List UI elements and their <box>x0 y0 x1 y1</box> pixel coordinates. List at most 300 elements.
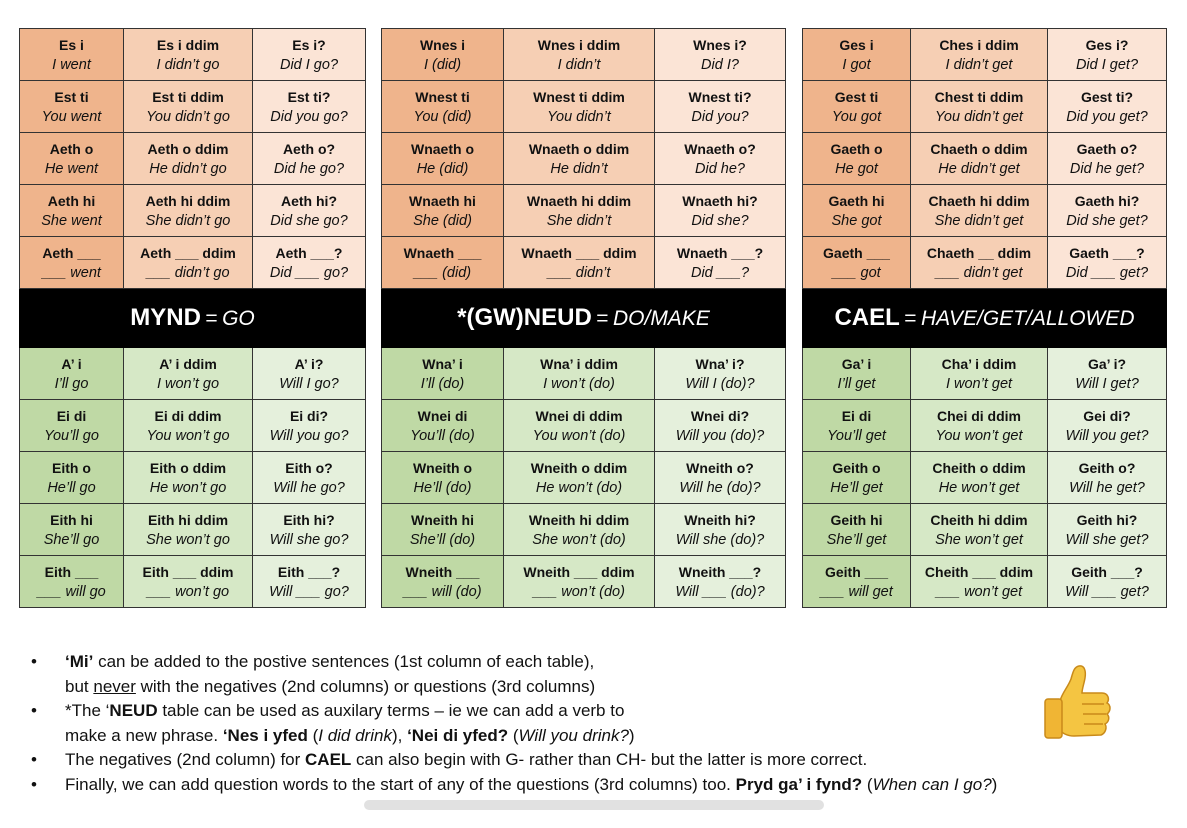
future-negative-named-cell <box>504 556 655 608</box>
note-bold-text: ‘Mi’ <box>65 652 94 671</box>
english-translation: You got <box>831 108 882 125</box>
welsh-form: Aeth hi? <box>281 192 337 209</box>
past-question-3rd-masc-cell <box>655 133 786 185</box>
table-row <box>803 504 1167 556</box>
note-text: can also begin with G- rather than CH- but the latter is more correct. <box>351 750 868 769</box>
table-row <box>803 452 1167 504</box>
english-translation: I (did) <box>423 56 462 73</box>
table-row <box>20 237 366 289</box>
english-translation: ___ will get <box>820 583 893 600</box>
welsh-form: Aeth hi <box>47 192 96 209</box>
future-positive-3rd-masc-cell <box>803 452 911 504</box>
english-translation: You won’t (do) <box>532 427 626 444</box>
welsh-form: Wneith hi ddim <box>528 511 630 528</box>
welsh-form: Gaeth o? <box>1076 140 1138 157</box>
welsh-form: Wneith ___ <box>405 563 480 580</box>
note-questions <box>30 773 1150 798</box>
welsh-form: Gei di? <box>1083 407 1131 424</box>
note-mi <box>30 650 1150 699</box>
verb-name: MYND <box>130 304 201 331</box>
welsh-form: Geith ___ <box>824 563 889 580</box>
english-translation: Will I get? <box>1075 375 1139 392</box>
future-question-1st-singular-cell <box>1048 348 1167 400</box>
english-translation: ___ (did) <box>413 264 472 281</box>
past-question-named-cell <box>655 237 786 289</box>
welsh-form: Aeth hi ddim <box>145 192 231 209</box>
table-row <box>382 504 786 556</box>
future-negative-3rd-fem-cell <box>124 504 253 556</box>
note-neud <box>30 699 1150 748</box>
english-translation: I won’t get <box>945 375 1013 392</box>
past-negative-1st-singular-cell <box>504 29 655 81</box>
notes-list <box>30 650 1150 797</box>
english-translation: Did you get? <box>1066 108 1148 125</box>
table-row <box>803 81 1167 133</box>
future-positive-3rd-masc-cell <box>382 452 504 504</box>
english-translation: She didn’t get <box>934 212 1024 229</box>
welsh-form: Wneith hi <box>411 511 474 528</box>
future-positive-named-cell <box>382 556 504 608</box>
english-translation: Did ___ get? <box>1065 264 1149 281</box>
past-negative-3rd-masc-cell <box>504 133 655 185</box>
welsh-form: Wnaeth ___? <box>676 244 764 261</box>
english-translation: ___ will (do) <box>403 583 482 600</box>
welsh-form: Aeth o ddim <box>147 140 229 157</box>
future-question-3rd-fem-cell <box>1048 504 1167 556</box>
welsh-form: Gaeth ___? <box>1069 244 1145 261</box>
future-negative-2nd-singular-cell <box>911 400 1048 452</box>
welsh-form: Aeth o? <box>282 140 336 157</box>
future-positive-1st-singular-cell <box>803 348 911 400</box>
welsh-form: Wnaeth hi? <box>682 192 758 209</box>
horizontal-scrollbar[interactable] <box>364 800 824 810</box>
table-row <box>382 185 786 237</box>
welsh-form: Eith hi <box>50 511 93 528</box>
past-question-3rd-fem-cell <box>253 185 366 237</box>
future-question-2nd-singular-cell <box>253 400 366 452</box>
table-row <box>20 29 366 81</box>
verb-translation: GO <box>222 307 255 330</box>
note-italic-text: When can I go? <box>872 774 992 794</box>
welsh-form: Est ti ddim <box>152 88 224 105</box>
english-translation: You didn’t <box>547 108 611 125</box>
past-positive-3rd-fem-cell <box>20 185 124 237</box>
note-text: make a new phrase. <box>65 725 223 745</box>
note-bold-text: ‘Nei di yfed? <box>407 725 509 745</box>
english-translation: She’ll (do) <box>409 531 476 548</box>
english-translation: You didn’t go <box>146 108 230 125</box>
english-translation: He won’t go <box>149 479 227 496</box>
english-translation: ___ won’t go <box>146 583 230 600</box>
english-translation: She went <box>41 212 102 229</box>
welsh-form: Wna’ i? <box>695 355 745 372</box>
welsh-form: Wneith ___? <box>678 563 762 580</box>
future-question-1st-singular-cell <box>655 348 786 400</box>
english-translation: You’ll get <box>827 427 886 444</box>
welsh-form: Wna’ i ddim <box>540 355 618 372</box>
verb-header-row <box>20 289 366 348</box>
past-positive-3rd-fem-cell <box>382 185 504 237</box>
thumbs-up-emoji-icon <box>1040 663 1114 743</box>
verb-name: CAEL <box>834 304 900 331</box>
welsh-form: Eith ___? <box>277 563 341 580</box>
english-translation: He got <box>835 160 878 177</box>
table-row <box>803 133 1167 185</box>
welsh-form: Wnes i <box>419 36 466 53</box>
table-row <box>803 348 1167 400</box>
past-question-1st-singular-cell <box>1048 29 1167 81</box>
note-text: ) <box>991 774 998 794</box>
english-translation: She didn’t go <box>145 212 231 229</box>
future-negative-3rd-fem-cell <box>504 504 655 556</box>
welsh-form: Chaeth __ ddim <box>926 244 1032 261</box>
english-translation: She won’t go <box>146 531 230 548</box>
welsh-form: Geith hi? <box>1076 511 1138 528</box>
english-translation: She’ll get <box>826 531 887 548</box>
english-translation: Will he get? <box>1069 479 1145 496</box>
table-row <box>20 556 366 608</box>
table-row <box>382 133 786 185</box>
table-row <box>20 133 366 185</box>
english-translation: ___ went <box>42 264 101 281</box>
welsh-form: Wnei di ddim <box>535 407 623 424</box>
welsh-form: Es i ddim <box>156 36 220 53</box>
past-question-3rd-masc-cell <box>253 133 366 185</box>
past-positive-2nd-singular-cell <box>20 81 124 133</box>
bullet-icon: • <box>31 774 37 794</box>
welsh-form: Ei di ddim <box>154 407 222 424</box>
welsh-form: Chest ti ddim <box>934 88 1024 105</box>
english-translation: She (did) <box>413 212 472 229</box>
english-translation: ___ won’t (do) <box>533 583 625 600</box>
english-translation: She didn’t <box>546 212 612 229</box>
past-question-2nd-singular-cell <box>655 81 786 133</box>
welsh-form: Cheith o ddim <box>932 459 1026 476</box>
note-underlined-text: never <box>93 676 136 696</box>
english-translation: Will he (do)? <box>679 479 761 496</box>
future-negative-1st-singular-cell <box>124 348 253 400</box>
verb-table-mynd <box>19 28 366 608</box>
bullet-icon: • <box>31 652 37 671</box>
english-translation: Did you? <box>691 108 749 125</box>
note-text: ), <box>391 725 408 745</box>
future-question-named-cell <box>655 556 786 608</box>
english-translation: Will she (do)? <box>675 531 765 548</box>
english-translation: ___ didn’t get <box>935 264 1023 281</box>
english-translation: ___ got <box>832 264 881 281</box>
welsh-form: Wnaeth ___ <box>403 244 482 261</box>
welsh-form: Geith o <box>832 459 881 476</box>
english-translation: He’ll go <box>47 479 96 496</box>
welsh-form: Est ti? <box>287 88 331 105</box>
past-negative-2nd-singular-cell <box>504 81 655 133</box>
past-question-named-cell <box>1048 237 1167 289</box>
equals-sign: = <box>596 307 609 330</box>
note-text: ) <box>628 725 635 745</box>
welsh-form: Wnaeth o ddim <box>528 140 630 157</box>
welsh-form: Gaeth ___ <box>823 244 890 261</box>
english-translation: He won’t (do) <box>535 479 623 496</box>
past-positive-3rd-masc-cell <box>20 133 124 185</box>
future-negative-3rd-fem-cell <box>911 504 1048 556</box>
note-text: ( <box>307 725 319 745</box>
future-negative-3rd-masc-cell <box>504 452 655 504</box>
note-text: Finally, we can add question words to the start of any of the questions (3rd columns) too. <box>65 774 736 794</box>
english-translation: Will ___ go? <box>269 583 349 600</box>
welsh-form: Wnaeth o <box>411 140 474 157</box>
table-row <box>20 185 366 237</box>
welsh-form: Wnes i ddim <box>537 36 621 53</box>
welsh-form: Gaeth hi? <box>1074 192 1140 209</box>
past-positive-named-cell <box>382 237 504 289</box>
english-translation: Will she get? <box>1065 531 1149 548</box>
past-positive-3rd-fem-cell <box>803 185 911 237</box>
welsh-form: Eith ___ ddim <box>142 563 234 580</box>
welsh-form: Aeth o <box>49 140 94 157</box>
welsh-form: Wneith ___ ddim <box>523 563 635 580</box>
english-translation: You didn’t get <box>935 108 1023 125</box>
english-translation: ___ didn’t <box>547 264 611 281</box>
table-row <box>382 81 786 133</box>
welsh-form: Ei di <box>56 407 87 424</box>
english-translation: ___ will go <box>37 583 106 600</box>
future-positive-2nd-singular-cell <box>803 400 911 452</box>
table-row <box>20 504 366 556</box>
english-translation: Did she? <box>691 212 749 229</box>
english-translation: He didn’t get <box>938 160 1020 177</box>
verb-translation: DO/MAKE <box>612 307 710 330</box>
note-bold-text: Pryd ga’ i fynd? <box>735 774 863 794</box>
verb-table-gwneud <box>381 28 786 608</box>
english-translation: You won’t go <box>146 427 230 444</box>
english-translation: I didn’t go <box>156 56 220 73</box>
note-text: *The ‘ <box>65 701 110 720</box>
past-positive-named-cell <box>20 237 124 289</box>
welsh-form: Est ti <box>54 88 89 105</box>
note-bold-text: ‘Nes i yfed <box>222 725 308 745</box>
past-positive-2nd-singular-cell <box>382 81 504 133</box>
table-row <box>20 81 366 133</box>
future-positive-2nd-singular-cell <box>20 400 124 452</box>
english-translation: Will he go? <box>273 479 345 496</box>
table-row <box>382 237 786 289</box>
note-bold-text: CAEL <box>305 750 352 769</box>
welsh-form: Wnest ti? <box>688 88 752 105</box>
welsh-form: Wnes i? <box>693 36 747 53</box>
english-translation: Did I get? <box>1075 56 1139 73</box>
table-row <box>803 237 1167 289</box>
note-text: The negatives (2nd column) for <box>65 750 306 769</box>
future-negative-named-cell <box>124 556 253 608</box>
table-row <box>20 452 366 504</box>
welsh-form: Ga’ i <box>841 355 872 372</box>
welsh-form: Eith hi ddim <box>147 511 229 528</box>
table-row <box>382 348 786 400</box>
english-translation: I won’t (do) <box>543 375 615 392</box>
table-row <box>20 348 366 400</box>
future-negative-2nd-singular-cell <box>124 400 253 452</box>
table-row <box>803 185 1167 237</box>
english-translation: I didn’t get <box>945 56 1013 73</box>
future-positive-3rd-fem-cell <box>20 504 124 556</box>
future-positive-3rd-fem-cell <box>382 504 504 556</box>
future-question-2nd-singular-cell <box>1048 400 1167 452</box>
english-translation: I got <box>842 56 871 73</box>
past-question-2nd-singular-cell <box>253 81 366 133</box>
note-bold-text: NEUD <box>109 701 158 720</box>
english-translation: Will I (do)? <box>685 375 755 392</box>
welsh-form: Aeth ___ <box>42 244 101 261</box>
english-translation: Did she get? <box>1066 212 1148 229</box>
welsh-form: Geith o? <box>1078 459 1136 476</box>
past-negative-3rd-fem-cell <box>911 185 1048 237</box>
welsh-form: Ges i <box>839 36 874 53</box>
past-positive-named-cell <box>803 237 911 289</box>
verb-header-row <box>382 289 786 348</box>
verb-table-cael <box>802 28 1167 608</box>
future-positive-1st-singular-cell <box>382 348 504 400</box>
note-text: but <box>65 676 94 696</box>
welsh-form: Wneith o? <box>686 459 754 476</box>
past-positive-1st-singular-cell <box>20 29 124 81</box>
english-translation: You’ll go <box>44 427 99 444</box>
past-question-1st-singular-cell <box>253 29 366 81</box>
welsh-form: A’ i ddim <box>159 355 217 372</box>
welsh-form: Wnest ti <box>415 88 470 105</box>
welsh-form: Wneith o <box>412 459 473 476</box>
future-question-3rd-masc-cell <box>1048 452 1167 504</box>
bullet-icon: • <box>31 750 37 769</box>
note-text: ( <box>862 774 873 794</box>
welsh-form: Cheith hi ddim <box>930 511 1028 528</box>
welsh-form: Chei di ddim <box>937 407 1021 424</box>
past-negative-2nd-singular-cell <box>911 81 1048 133</box>
welsh-form: Wnaeth ___ ddim <box>521 244 637 261</box>
welsh-form: Eith o ddim <box>149 459 227 476</box>
future-question-3rd-masc-cell <box>655 452 786 504</box>
welsh-form: Gaeth o <box>830 140 883 157</box>
welsh-form: Wnei di? <box>690 407 750 424</box>
bullet-icon: • <box>31 701 37 720</box>
equals-sign: = <box>904 307 917 330</box>
english-translation: Will she go? <box>269 531 349 548</box>
english-translation: She’ll go <box>43 531 100 548</box>
english-translation: Did I? <box>701 56 739 73</box>
english-translation: Will you get? <box>1065 427 1149 444</box>
english-translation: You went <box>41 108 102 125</box>
welsh-form: Cheith ___ ddim <box>924 563 1034 580</box>
past-question-1st-singular-cell <box>655 29 786 81</box>
past-positive-2nd-singular-cell <box>803 81 911 133</box>
future-negative-2nd-singular-cell <box>504 400 655 452</box>
welsh-form: A’ i? <box>294 355 324 372</box>
english-translation: He didn’t go <box>149 160 227 177</box>
past-negative-named-cell <box>911 237 1048 289</box>
past-question-named-cell <box>253 237 366 289</box>
english-translation: I won’t go <box>156 375 220 392</box>
past-negative-3rd-masc-cell <box>911 133 1048 185</box>
english-translation: He’ll get <box>830 479 883 496</box>
english-translation: He won’t get <box>938 479 1020 496</box>
english-translation: Will you (do)? <box>675 427 765 444</box>
future-positive-named-cell <box>803 556 911 608</box>
welsh-form: Wnaeth hi ddim <box>526 192 632 209</box>
welsh-form: Chaeth o ddim <box>930 140 1028 157</box>
welsh-form: Eith o <box>52 459 91 476</box>
welsh-form: Ei di? <box>289 407 329 424</box>
future-positive-1st-singular-cell <box>20 348 124 400</box>
future-positive-3rd-fem-cell <box>803 504 911 556</box>
welsh-form: Geith ___? <box>1071 563 1143 580</box>
english-translation: He (did) <box>416 160 469 177</box>
future-positive-named-cell <box>20 556 124 608</box>
note-cael <box>30 748 1150 773</box>
welsh-form: Wnaeth hi <box>409 192 476 209</box>
past-negative-3rd-fem-cell <box>124 185 253 237</box>
future-question-1st-singular-cell <box>253 348 366 400</box>
future-positive-3rd-masc-cell <box>20 452 124 504</box>
english-translation: Did he go? <box>273 160 345 177</box>
table-row <box>803 556 1167 608</box>
future-negative-1st-singular-cell <box>911 348 1048 400</box>
welsh-form: Cha’ i ddim <box>941 355 1017 372</box>
verb-translation: HAVE/GET/ALLOWED <box>920 307 1135 330</box>
english-translation: He went <box>44 160 99 177</box>
welsh-form: Wnest ti ddim <box>533 88 625 105</box>
english-translation: I’ll get <box>837 375 876 392</box>
future-negative-3rd-masc-cell <box>911 452 1048 504</box>
english-translation: Will ___ (do)? <box>675 583 765 600</box>
english-translation: She won’t get <box>935 531 1023 548</box>
future-question-2nd-singular-cell <box>655 400 786 452</box>
future-negative-named-cell <box>911 556 1048 608</box>
table-row <box>382 29 786 81</box>
welsh-form: Ei di <box>841 407 872 424</box>
welsh-form: Chaeth hi ddim <box>928 192 1030 209</box>
table-row <box>803 29 1167 81</box>
past-positive-1st-singular-cell <box>382 29 504 81</box>
english-translation: Did she go? <box>270 212 348 229</box>
english-translation: You’ll (do) <box>410 427 475 444</box>
welsh-form: Geith hi <box>830 511 883 528</box>
english-translation: Did he? <box>695 160 745 177</box>
past-negative-3rd-fem-cell <box>504 185 655 237</box>
past-positive-3rd-masc-cell <box>803 133 911 185</box>
english-translation: ___ won’t get <box>935 583 1023 600</box>
note-text: with the negatives (2nd columns) or questions (3rd columns) <box>135 676 596 696</box>
verb-header <box>20 289 366 348</box>
english-translation: I’ll go <box>54 375 89 392</box>
english-translation: You (did) <box>413 108 472 125</box>
english-translation: I went <box>52 56 91 73</box>
future-question-named-cell <box>1048 556 1167 608</box>
welsh-form: Gaeth hi <box>828 192 885 209</box>
future-question-named-cell <box>253 556 366 608</box>
welsh-form: Eith hi? <box>283 511 335 528</box>
welsh-form: Eith ___ <box>44 563 99 580</box>
welsh-form: Ga’ i? <box>1087 355 1127 372</box>
english-translation: He didn’t <box>550 160 608 177</box>
note-italic-text: I did drink <box>318 725 392 745</box>
english-translation: Did you go? <box>270 108 348 125</box>
past-negative-named-cell <box>504 237 655 289</box>
welsh-form: A’ i <box>61 355 82 372</box>
future-negative-3rd-masc-cell <box>124 452 253 504</box>
welsh-form: Ges i? <box>1085 36 1129 53</box>
table-row <box>382 556 786 608</box>
verb-name: *(GW)NEUD <box>457 304 592 331</box>
english-translation: I didn’t <box>557 56 601 73</box>
